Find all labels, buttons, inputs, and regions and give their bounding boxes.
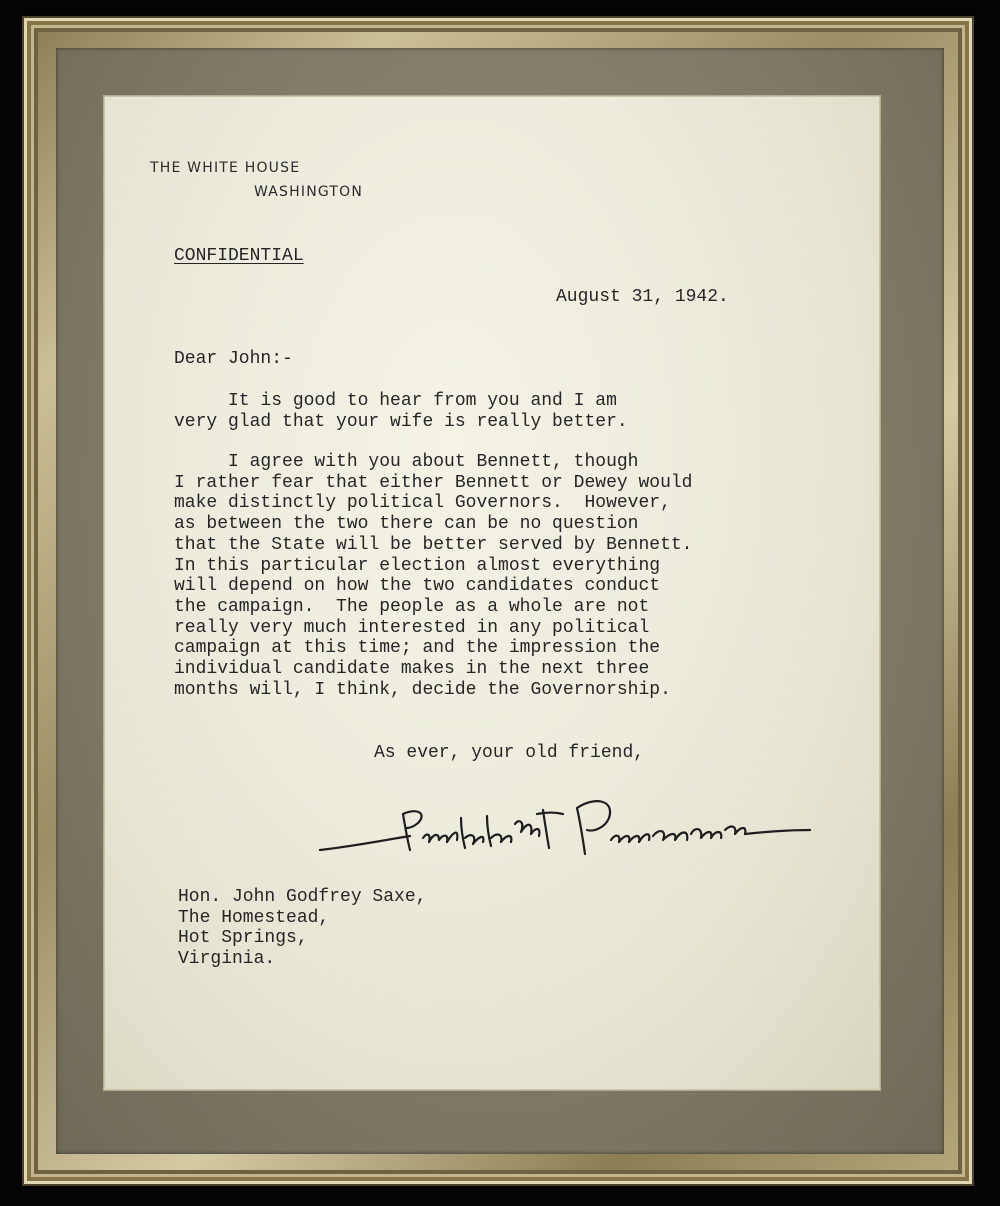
confidential-marking: CONFIDENTIAL <box>174 246 304 266</box>
paragraph-2-line: individual candidate makes in the next three <box>174 659 650 680</box>
paragraph-2-line: make distinctly political Governors. However, <box>174 493 671 514</box>
paragraph-1-line: very glad that your wife is really better. <box>174 411 628 432</box>
paragraph-2-line: really very much interested in any political <box>174 617 650 638</box>
address-line: Hot Springs, <box>178 928 308 949</box>
signature-icon <box>315 778 815 873</box>
address-line: The Homestead, <box>178 907 330 928</box>
paragraph-2-line: months will, I think, decide the Governorship. <box>174 679 671 700</box>
letter-date: August 31, 1942. <box>556 287 729 307</box>
paragraph-2-line: I rather fear that either Bennett or Dewey would <box>174 472 693 493</box>
salutation: Dear John:- <box>174 349 293 369</box>
recipient-address <box>178 887 426 970</box>
address-line: Hon. John Godfrey Saxe, <box>178 887 427 907</box>
paragraph-1-line: It is good to hear from you and I am <box>174 391 617 411</box>
address-line: Virginia. <box>178 949 276 970</box>
paragraph-2-line: as between the two there can be no question <box>174 514 639 535</box>
paragraph-2-line: that the State will be better served by Bennett. <box>174 534 693 555</box>
paragraph-2-line: will depend on how the two candidates conduct <box>174 576 661 597</box>
paragraph-2-line: the campaign. The people as a whole are not <box>174 596 650 617</box>
paragraph-2-line: campaign at this time; and the impression the <box>174 638 661 659</box>
paragraph-2-line: I agree with you about Bennett, though <box>174 452 639 472</box>
paragraph-2 <box>174 452 692 700</box>
letterhead-title: THE WHITE HOUSE <box>150 160 301 176</box>
paragraph-2-line: In this particular election almost everything <box>174 555 661 576</box>
closing: As ever, your old friend, <box>374 743 645 763</box>
paragraph-1 <box>174 391 628 432</box>
letterhead-city: WASHINGTON <box>254 184 364 200</box>
